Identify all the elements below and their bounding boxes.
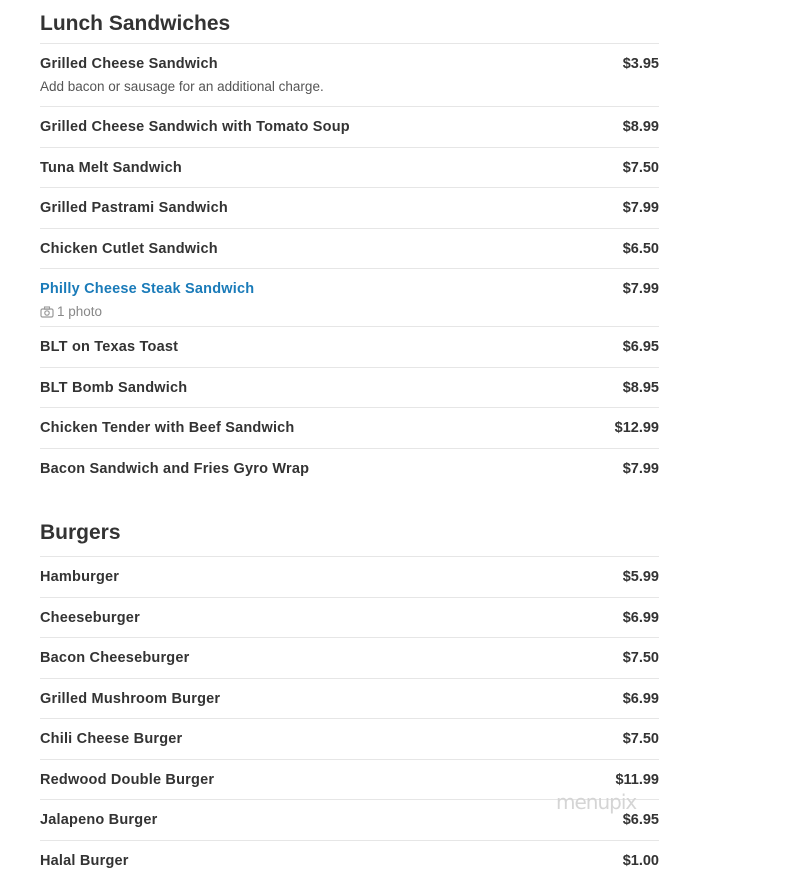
- item-price: $7.99: [622, 460, 659, 477]
- menu-item: [40, 229, 659, 270]
- item-price: $7.50: [622, 159, 659, 176]
- item-name: Cheeseburger: [40, 609, 140, 626]
- item-name: BLT on Texas Toast: [40, 339, 179, 355]
- menu-item: [40, 368, 659, 409]
- menu-item: [40, 449, 659, 490]
- item-price: $8.95: [622, 379, 659, 396]
- item-name: Grilled Cheese Sandwich: [40, 56, 218, 72]
- item-price: $1.00: [622, 852, 659, 869]
- item-name: Chicken Tender with Beef Sandwich: [40, 420, 295, 436]
- menu-item: [40, 269, 659, 327]
- menu-item: [40, 44, 659, 107]
- camera-icon: [40, 306, 54, 318]
- item-name: BLT Bomb Sandwich: [40, 379, 188, 396]
- item-name: Tuna Melt Sandwich: [40, 159, 182, 176]
- item-name: Grilled Pastrami Sandwich: [40, 200, 228, 216]
- item-price: $7.50: [622, 650, 659, 666]
- menupix-watermark: menupix: [556, 790, 637, 814]
- item-price: $8.99: [622, 119, 659, 135]
- item-price: $6.95: [622, 339, 659, 355]
- item-price: $12.99: [614, 420, 659, 436]
- menu-item: [40, 638, 659, 679]
- item-price: $7.99: [622, 281, 659, 297]
- photo-link[interactable]: [40, 304, 102, 319]
- item-name: Bacon Sandwich and Fries Gyro Wrap: [40, 460, 310, 477]
- menu-item: [40, 327, 659, 368]
- item-price: $7.50: [622, 731, 659, 747]
- photo-count: 1 photo: [57, 304, 103, 319]
- item-name: Hamburger: [40, 569, 120, 585]
- item-price: $6.95: [622, 812, 659, 828]
- item-price: $6.50: [622, 240, 659, 257]
- item-name: Grilled Mushroom Burger: [40, 690, 221, 707]
- item-description: Add bacon or sausage for an additional charge.: [40, 79, 324, 94]
- item-price: $11.99: [615, 771, 659, 788]
- item-name: Jalapeno Burger: [40, 812, 158, 828]
- item-price: $6.99: [622, 690, 659, 707]
- item-price: $7.99: [622, 200, 659, 216]
- item-name-link[interactable]: Philly Cheese Steak Sandwich: [40, 281, 255, 297]
- menu-item: [40, 598, 659, 639]
- section-title-lunch-sandwiches: Lunch Sandwiches: [40, 0, 659, 44]
- menu-item: [40, 719, 659, 760]
- item-price: $3.95: [622, 56, 659, 72]
- menu-item: [40, 107, 659, 148]
- item-price: $6.99: [622, 609, 659, 626]
- menu-item: [40, 148, 659, 189]
- item-name: Chicken Cutlet Sandwich: [40, 240, 218, 257]
- menu-item: [40, 188, 659, 229]
- item-name: Bacon Cheeseburger: [40, 650, 190, 666]
- item-name: Halal Burger: [40, 852, 129, 869]
- section-title-burgers: Burgers: [40, 507, 659, 557]
- menu-item: [40, 557, 659, 598]
- item-price: $5.99: [622, 569, 659, 585]
- item-name: Grilled Cheese Sandwich with Tomato Soup: [40, 119, 350, 135]
- item-name: Redwood Double Burger: [40, 771, 215, 788]
- item-name: Chili Cheese Burger: [40, 731, 183, 747]
- menu-item: [40, 408, 659, 449]
- menu: [40, 0, 659, 881]
- menu-item: [40, 679, 659, 720]
- menu-item: [40, 841, 659, 882]
